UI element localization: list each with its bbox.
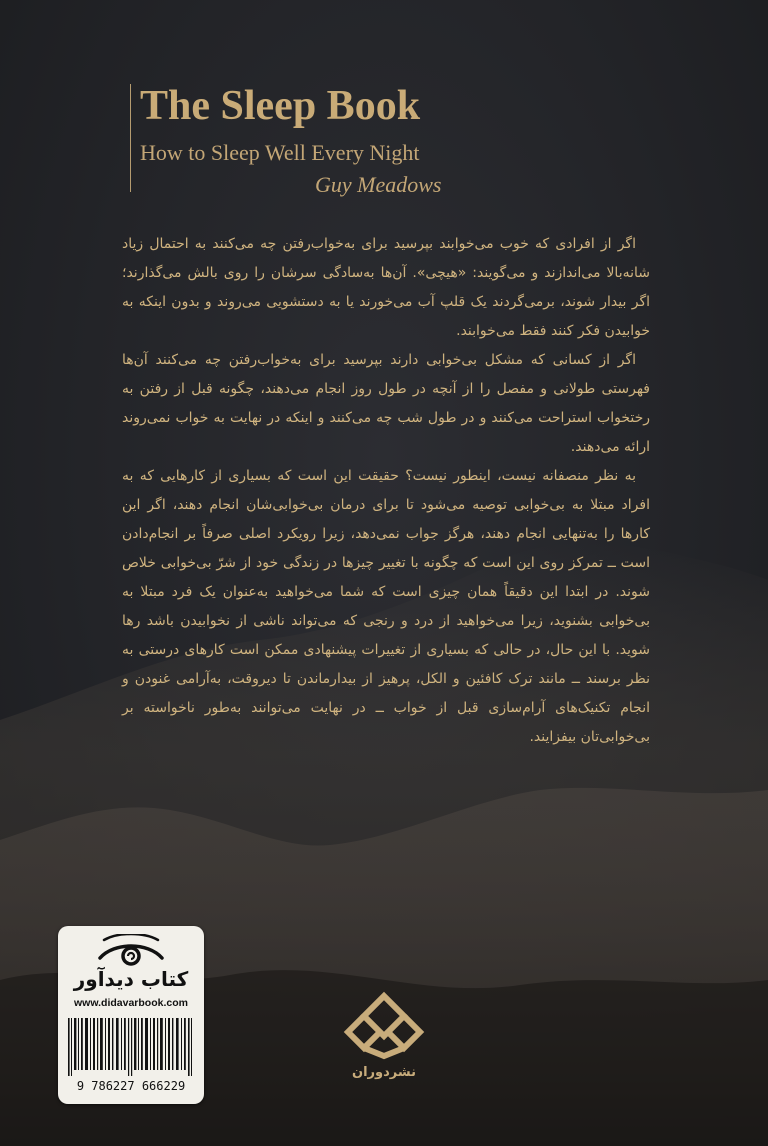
isbn-number: 9 786227 666229 (76, 1079, 186, 1093)
blurb-paragraph: اگر از کسانی که مشکل بی‌خوابی دارند بپرسید برای به‌خواب‌رفتن چه می‌کنند آن‌ها فهرستی طولانی و مفصل را از آنچه در طول روز انجام می‌دهند، چگونه قبل از رفتن به رختخواب استراحت می‌کنند و در طول شب چه می‌کنند و اینکه در نهایت به خواب نمی‌روند ارائه می‌دهند. (122, 352, 650, 455)
blurb-paragraph: اگر از افرادی که خوب می‌خوابند بپرسید برای به‌خواب‌رفتن چه می‌کنند به احتمال زیاد شانه‌بالا می‌اندازند و می‌گویند: «هیچی». آن‌ها به‌سادگی سرشان را روی بالش می‌گذارند؛ اگر بیدار شوند، برمی‌گردند یک قلپ آب می‌خورند یا به دستشویی می‌روند و بدون اینکه به خوابیدن فکر کنند فقط می‌خوابند. (122, 236, 650, 339)
title-block (130, 82, 490, 197)
bookstore-url: www.didavarbook.com (74, 997, 188, 1009)
book-subtitle: How to Sleep Well Every Night (140, 140, 420, 165)
bookstore-sticker (58, 926, 204, 1104)
publisher-name: نشردوران (352, 1065, 416, 1080)
title-vertical-rule (130, 84, 131, 192)
isbn-barcode (66, 1018, 196, 1076)
book-author: Guy Meadows (315, 172, 442, 197)
publisher-knot-icon (330, 990, 438, 1060)
book-title: The Sleep Book (140, 83, 421, 129)
eye-logo-icon (96, 934, 166, 970)
blurb-paragraph: به نظر منصفانه نیست، اینطور نیست؟ حقیقت این است که بسیاری از کارهایی که به افراد مبتلا به بی‌خوابی توصیه می‌شود تا برای درمان بی‌خوابی‌شان انجام دهند، اگر این کارها را به‌تنهایی انجام دهند، هرگز جواب نمی‌دهد، زیرا رویکرد اصلی صرفاً بر انجام‌دادن است ــ تمرکز روی این است که چگونه با تغییر چیزها در زندگی خود از شرّ بی‌خوابی خلاص شوند. در ابتدا این دقیقاً همان چیزی است که شما می‌خواهید به‌عنوان یک فرد مبتلا به بی‌خوابی بشنوید، زیرا می‌خواهید از درد و رنجی که می‌تواند ناشی از نخوابیدن باشد رها شوید. با این حال، در حالی که بسیاری از تغییرات پیشنهادی ممکن است کارهای درستی به نظر برسند ــ مانند ترک کافئین و الکل، پرهیز از بیدارماندن تا دیروقت، به‌آرامی غنودن و انجام تکنیک‌های آرام‌سازی قبل از خواب ــ در نهایت می‌توانند به‌طور ناخواسته بر بی‌خوابی‌تان بیفزایند. (122, 468, 650, 745)
blurb-text (122, 230, 650, 752)
bookstore-name: کتاب دیدآور (73, 967, 189, 991)
